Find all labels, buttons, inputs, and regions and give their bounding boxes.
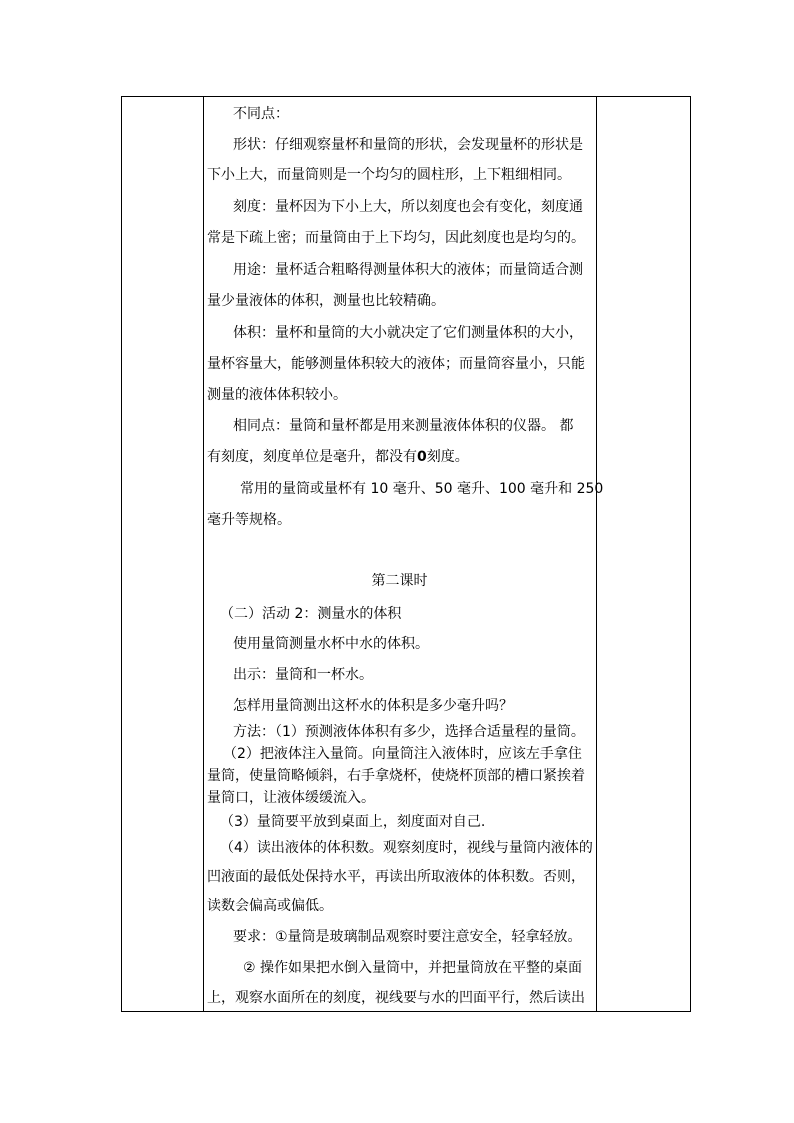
text-line: 测量的液体体积较小。	[207, 387, 347, 403]
lesson-table	[121, 96, 691, 1012]
text-line: 使用量筒测量水杯中水的体积。	[233, 636, 429, 652]
column-divider-left	[203, 97, 204, 1011]
text-line: 怎样用量筒测出这杯水的体积是多少毫升吗？	[233, 698, 513, 714]
text-line: 用途：量杯适合粗略得测量体积大的液体；而量筒适合测	[233, 262, 583, 278]
text-span: 刻度。	[426, 449, 469, 465]
text-line: 形状：仔细观察量杯和量筒的形状，会发现量杯的形状是	[233, 137, 583, 153]
text-line: （二）活动 2：测量水的体积	[220, 606, 402, 622]
text-line: 毫升等规格。	[207, 512, 291, 528]
text-line: 方法：（1）预测液体体积有多少，选择合适量程的量筒。	[233, 724, 585, 740]
text-line: 量筒口，让液体缓缓流入。	[207, 790, 375, 806]
text-line	[207, 442, 592, 472]
text-line: 体积：量杯和量筒的大小就决定了它们测量体积的大小，	[233, 325, 583, 341]
text-line: 刻度：量杯因为下小上大，所以刻度也会有变化，刻度通	[233, 199, 583, 215]
text-line: ② 操作如果把水倒入量筒中，并把量筒放在平整的桌面	[243, 960, 582, 976]
right-column-cell	[597, 97, 690, 1011]
zero-number: 0	[417, 449, 427, 465]
text-line: （3）量筒要平放到桌面上，刻度面对自己.	[220, 814, 486, 830]
text-line: （2）把液体注入量筒。向量筒注入液体时，应该左手拿住	[223, 746, 582, 762]
text-line: 不同点：	[233, 106, 289, 122]
text-line: 常是下疏上密；而量筒由于上下均匀，因此刻度也是均匀的。	[207, 230, 585, 246]
text-line: 上，观察水面所在的刻度，视线要与水的凹面平行，然后读出	[207, 990, 585, 1006]
text-span: 有刻度，刻度单位是毫升，都没有	[207, 449, 417, 465]
text-line: 量杯容量大，能够测量体积较大的液体；而量筒容量小，只能	[207, 356, 585, 372]
lesson-section-title: 第二课时	[371, 573, 428, 589]
text-line: （4）读出液体的体积数。观察刻度时，视线与量筒内液体的	[220, 840, 593, 856]
text-line: 量少量液体的体积，测量也比较精确。	[207, 293, 445, 309]
text-line: 读数会偏高或偏低。	[207, 898, 333, 914]
lesson-content	[207, 97, 604, 1011]
text-line: 要求：①量筒是玻璃制品观察时要注意安全，轻拿轻放。	[233, 929, 582, 945]
text-line: 凹液面的最低处保持水平，再读出所取液体的体积数。否则，	[207, 869, 585, 885]
left-column-cell	[122, 97, 203, 1011]
text-line: 出示：量筒和一杯水。	[233, 667, 373, 683]
text-line: 相同点：量筒和量杯都是用来测量液体体积的仪器。 都	[233, 418, 574, 434]
text-line: 下小上大，而量筒则是一个均匀的圆柱形，上下粗细相同。	[207, 167, 571, 183]
text-line: 量筒，使量筒略倾斜，右手拿烧杯，使烧杯顶部的槽口紧挨着	[207, 768, 585, 784]
text-line: 常用的量筒或量杯有 10 毫升、50 毫升、100 毫升和 250	[240, 481, 604, 497]
